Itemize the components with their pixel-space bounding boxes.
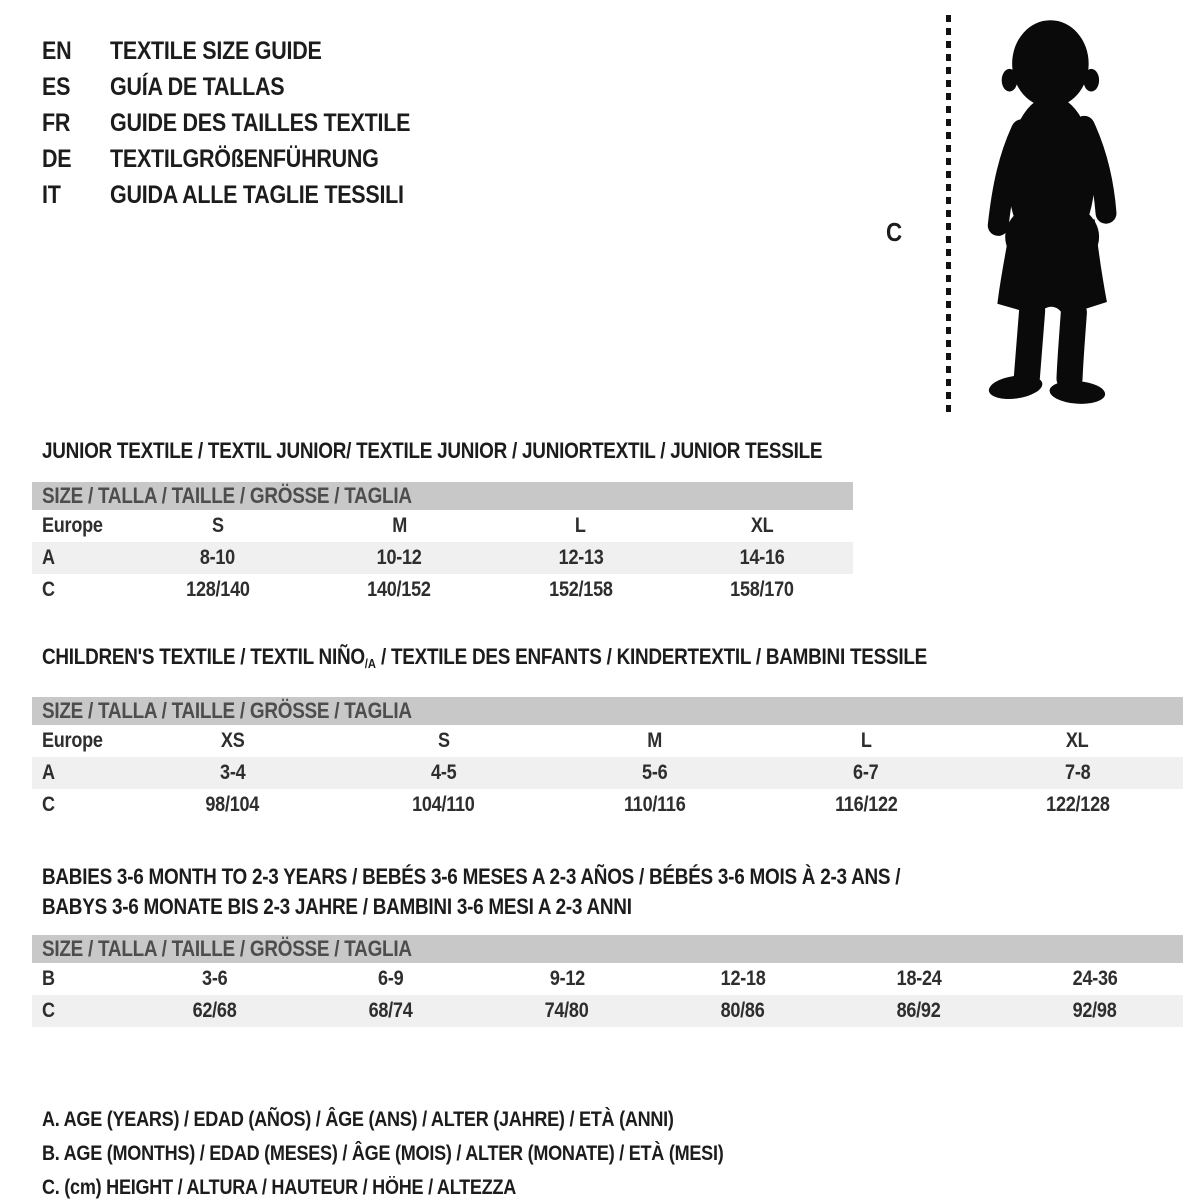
babies-title-line2: BABYS 3-6 MONATE BIS 2-3 JAHRE / BAMBINI 3-6 MESI A 2-3 ANNI	[42, 894, 632, 919]
language-code: DE	[42, 144, 72, 173]
height-figure	[886, 15, 1146, 415]
col-header: L	[575, 514, 587, 537]
table-cell: 98/104	[205, 793, 260, 816]
table-cell: 12-13	[558, 546, 604, 569]
height-measure-line	[946, 15, 951, 415]
row-label: A	[42, 761, 55, 784]
table-cell: 104/110	[412, 793, 476, 816]
table-cell: 9-12	[549, 967, 585, 990]
table-cell: 116/122	[834, 793, 898, 816]
table-cell: 3-4	[219, 761, 246, 784]
junior-size-table	[32, 510, 853, 606]
col-header: L	[860, 729, 872, 752]
table-cell: 92/98	[1073, 999, 1117, 1022]
junior-size-header-bar: SIZE / TALLA / TAILLE / GRÖSSE / TAGLIA	[32, 482, 853, 510]
table-cell: 86/92	[897, 999, 941, 1022]
row-label: C	[42, 578, 55, 601]
table-row	[32, 542, 853, 574]
table-row	[32, 995, 1183, 1027]
children-size-table	[32, 725, 1183, 821]
language-code: IT	[42, 180, 61, 209]
language-code: EN	[42, 36, 72, 65]
col-header: XS	[220, 729, 245, 752]
row-label: Europe	[42, 729, 103, 752]
babies-section-title	[32, 862, 1200, 922]
language-title: TEXTILE SIZE GUIDE	[110, 36, 322, 65]
table-cell: 62/68	[193, 999, 237, 1022]
col-header: M	[647, 729, 663, 752]
col-header: S	[437, 729, 450, 752]
table-cell: 68/74	[369, 999, 413, 1022]
language-code: ES	[42, 72, 71, 101]
table-cell: 18-24	[896, 967, 942, 990]
table-cell: 8-10	[200, 546, 236, 569]
row-label: Europe	[42, 514, 103, 537]
table-cell: 128/140	[186, 578, 250, 601]
row-label: B	[42, 967, 55, 990]
legend-line-b: B. AGE (MONTHS) / EDAD (MESES) / ÂGE (MOIS) / ALTER (MONATE) / ETÀ (MESI)	[42, 1142, 724, 1165]
table-cell: 158/170	[730, 578, 794, 601]
table-header-row	[32, 725, 1183, 757]
legend-line-a: A. AGE (YEARS) / EDAD (AÑOS) / ÂGE (ANS) / ALTER (JAHRE) / ETÀ (ANNI)	[42, 1108, 674, 1131]
children-section-title: CHILDREN'S TEXTILE / TEXTIL $NIÑO_{/A}$ / TEXTILE DES ENFANTS / KINDERTEXTIL / BAMBINI TESSILE	[42, 644, 928, 671]
row-label: C	[42, 793, 55, 816]
col-header: XL	[1066, 729, 1089, 752]
table-row	[32, 963, 1183, 995]
header-section	[32, 0, 1200, 440]
language-title: GUIDE DES TAILLES TEXTILE	[110, 108, 411, 137]
table-cell: 4-5	[431, 761, 457, 784]
table-cell: 7-8	[1064, 761, 1091, 784]
table-header-row	[32, 510, 853, 542]
baby-silhouette	[964, 15, 1142, 415]
table-cell: 80/86	[721, 999, 765, 1022]
babies-size-table	[32, 963, 1183, 1027]
language-code: FR	[42, 108, 71, 137]
table-cell: 14-16	[739, 546, 785, 569]
language-title: GUÍA DE TALLAS	[110, 72, 285, 101]
table-cell: 140/152	[367, 578, 431, 601]
table-cell: 74/80	[545, 999, 589, 1022]
table-cell: 3-6	[202, 967, 228, 990]
row-label: C	[42, 999, 55, 1022]
babies-title-line1: BABIES 3-6 MONTH TO 2-3 YEARS / BEBÉS 3-6 MESES A 2-3 AÑOS / BÉBÉS 3-6 MOIS À 2-3 ANS /	[42, 864, 901, 889]
col-header: XL	[750, 514, 774, 537]
legend	[32, 1103, 1200, 1200]
measure-label-c: C	[886, 217, 902, 247]
table-cell: 122/128	[1045, 793, 1110, 816]
row-label: A	[42, 546, 55, 569]
table-row	[32, 574, 853, 606]
legend-line-c: C. (cm) HEIGHT / ALTURA / HAUTEUR / HÖHE / ALTEZZA	[42, 1176, 517, 1199]
junior-section-title: JUNIOR TEXTILE / TEXTIL JUNIOR/ TEXTILE JUNIOR / JUNIORTEXTIL / JUNIOR TESSILE	[42, 438, 823, 463]
table-cell: 6-9	[378, 967, 404, 990]
table-cell: 24-36	[1072, 967, 1118, 990]
table-cell: 10-12	[376, 546, 422, 569]
table-row	[32, 757, 1183, 789]
subscript-a: /A	[364, 656, 376, 671]
children-size-header-bar: SIZE / TALLA / TAILLE / GRÖSSE / TAGLIA	[32, 697, 1183, 725]
language-title: GUIDA ALLE TAGLIE TESSILI	[110, 180, 404, 209]
table-cell: 6-7	[853, 761, 879, 784]
table-cell: 5-6	[642, 761, 668, 784]
table-cell: 110/116	[624, 793, 686, 816]
col-header: M	[391, 514, 407, 537]
table-cell: 152/158	[549, 578, 613, 601]
table-row	[32, 789, 1183, 821]
col-header: S	[211, 514, 224, 537]
language-title: TEXTILGRÖßENFÜHRUNG	[110, 144, 379, 173]
babies-size-header-bar: SIZE / TALLA / TAILLE / GRÖSSE / TAGLIA	[32, 935, 1183, 963]
table-cell: 12-18	[720, 967, 766, 990]
